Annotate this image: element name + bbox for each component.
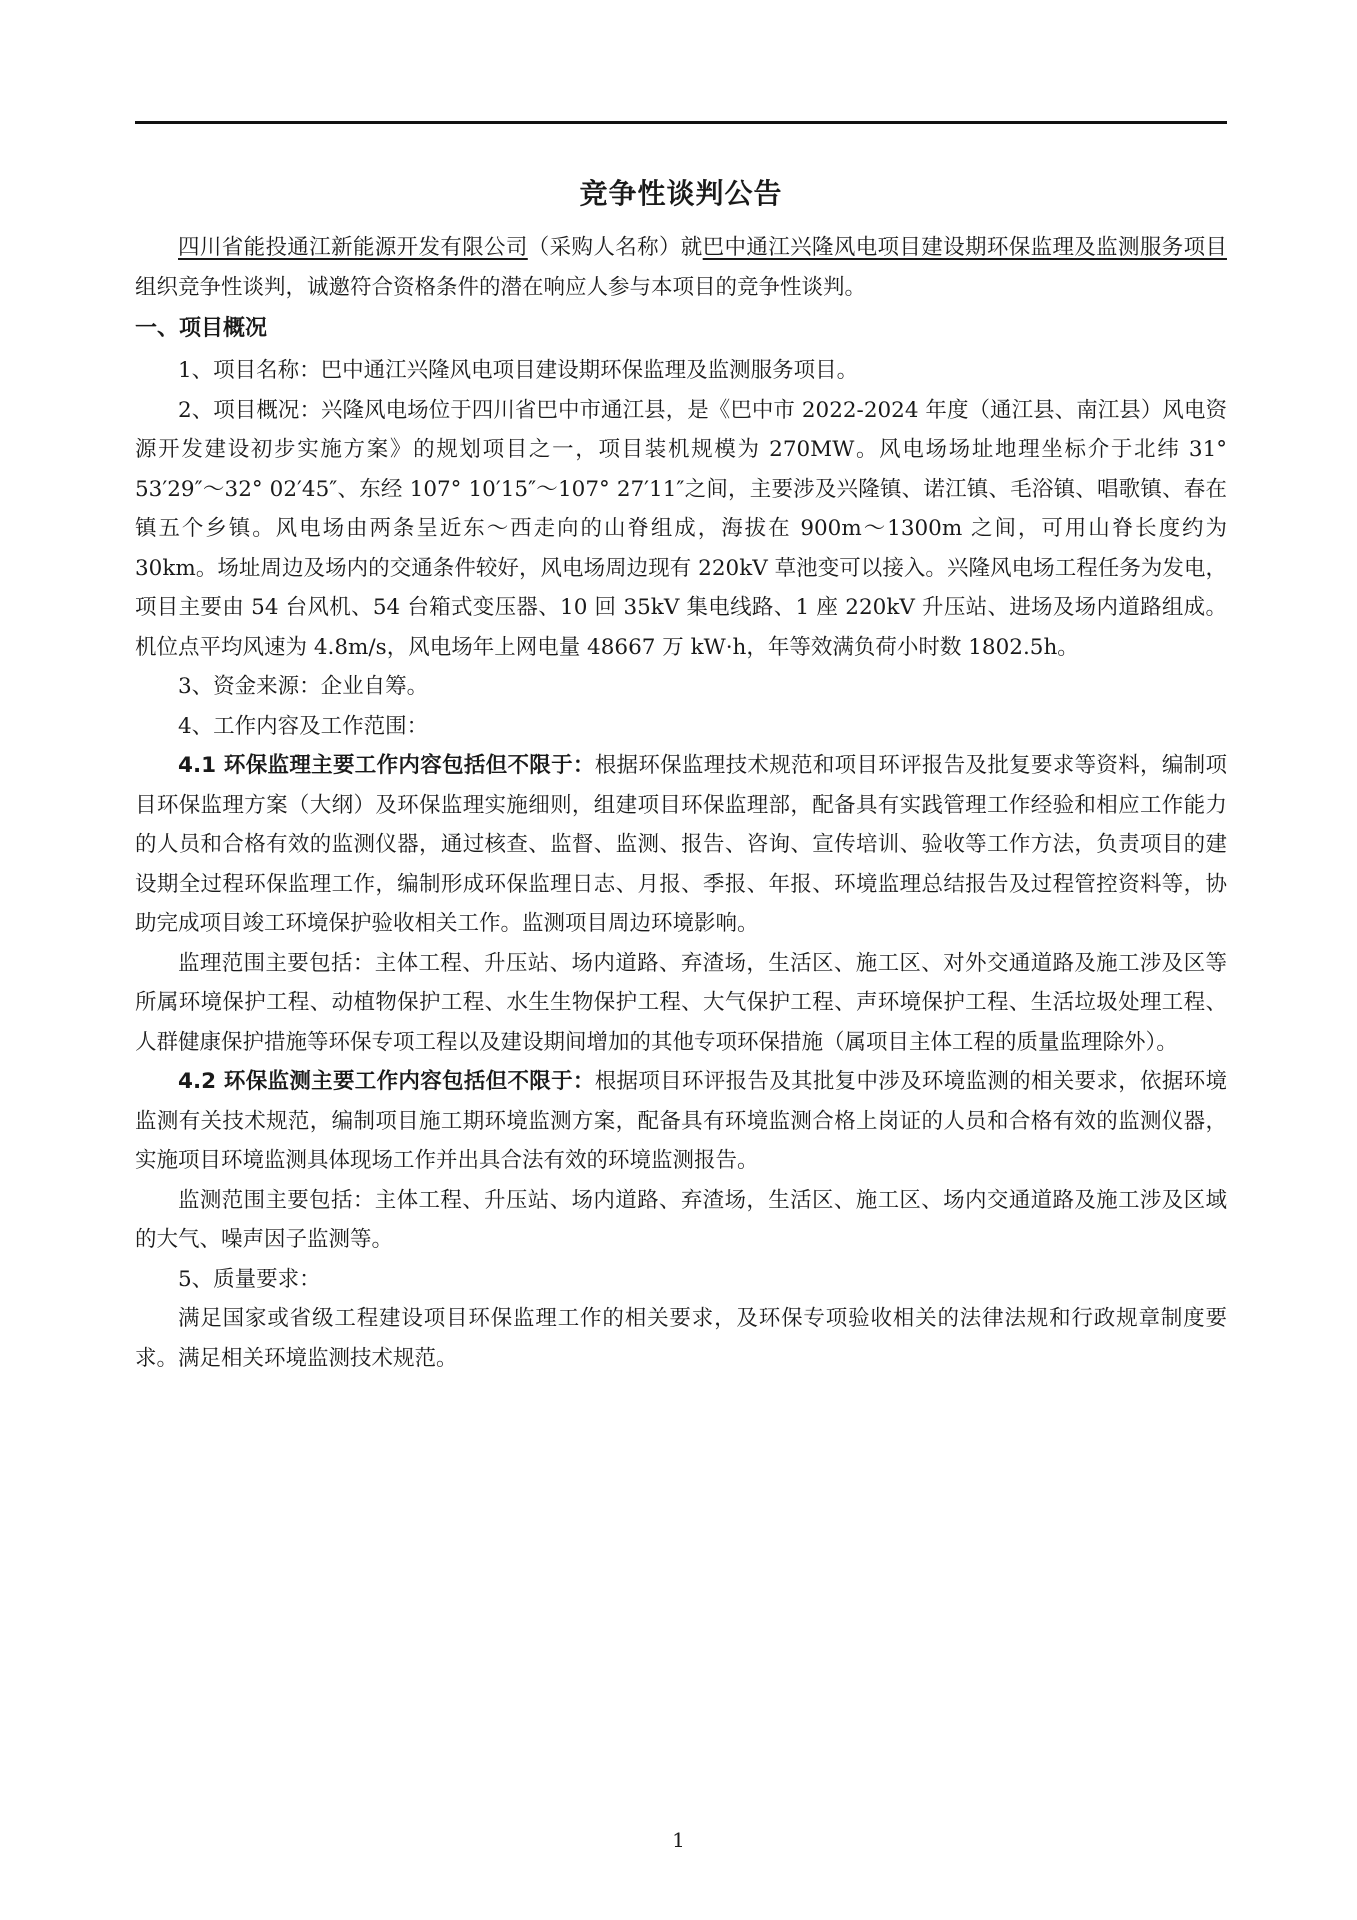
item-project-overview: 2、项目概况：兴隆风电场位于四川省巴中市通江县，是《巴中市 2022-2024 年度（通江县、南江县）风电资源开发建设初步实施方案》的规划项目之一，项目装机规模为 270MW。风电场场址地理坐标介于北纬 31° 53′29″～32° 02′45″、东经 107° 10′15″～107° 27′11″之间，主要涉及兴隆镇、诺江镇、毛浴镇、唱歌镇、春在镇五个乡镇。风电场由两条呈近东～西走向的山脊组成，海拔在 900m～1300m 之间，可用山脊长度约为 30km。场址周边及场内的交通条件较好，风电场周边现有 220kV 草池变可以接入。兴隆风电场工程任务为发电，项目主要由 54 台风机、54 台箱式变压器、10 回 35kV 集电线路、1 座 220kV 升压站、进场及场内道路组成。机位点平均风速为 4.8m/s，风电场年上网电量 48667 万 kW·h，年等效满负荷小时数 1802.5h。 (135, 397, 1227, 660)
header-rule (135, 121, 1227, 124)
item-4-1 (135, 746, 1227, 944)
item-4-2-text: 根据项目环评报告及其批复中涉及环境监测的相关要求，依据环境监测有关技术规范，编制项目施工期环境监测方案，配备具有环境监测合格上岗证的人员和合格有效的监测仪器，实施项目环境监测具体现场工作并出具合法有效的环境监测报告。 (135, 1069, 1227, 1173)
section-heading: 一、项目概况 (135, 316, 268, 341)
page-title: 竞争性谈判公告 (579, 177, 783, 210)
project-name: 巴中通江兴隆风电项目建设期环保监理及监测服务项目 (702, 235, 1227, 260)
purchaser-note: （采购人名称）就 (527, 235, 703, 260)
item-project-name: 1、项目名称：巴中通江兴隆风电项目建设期环保监理及监测服务项目。 (178, 358, 859, 383)
monitoring-scope: 监测范围主要包括：主体工程、升压站、场内道路、弃渣场，生活区、施工区、场内交通道路及施工涉及区域的大气、噪声因子监测等。 (135, 1187, 1227, 1252)
item-4-1-text: 根据环保监理技术规范和项目环评报告及批复要求等资料，编制项目环保监理方案（大纲）及环保监理实施细则，组建项目环保监理部，配备具有实践管理工作经验和相应工作能力的人员和合格有效的监测仪器，通过核查、监督、监测、报告、咨询、宣传培训、验收等工作方法，负责项目的建设期全过程环保监理工作，编制形成环保监理日志、月报、季报、年报、环境监理总结报告及过程管控资料等，协助完成项目竣工环境保护验收相关工作。监测项目周边环境影响。 (135, 753, 1227, 936)
purchaser-name: 四川省能投通江新能源开发有限公司 (178, 235, 528, 260)
intro-paragraph (135, 228, 1227, 307)
page-number: 1 (672, 1828, 685, 1852)
supervision-scope: 监理范围主要包括：主体工程、升压站、场内道路、弃渣场，生活区、施工区、对外交通道路及施工涉及区等所属环境保护工程、动植物保护工程、水生生物保护工程、大气保护工程、声环境保护工程、生活垃圾处理工程、人群健康保护措施等环保专项工程以及建设期间增加的其他专项环保措施（属项目主体工程的质量监理除外）。 (135, 950, 1227, 1055)
item-4-2-heading: 4.2 环保监测主要工作内容包括但不限于： (178, 1069, 595, 1094)
quality-text: 满足国家或省级工程建设项目环保监理工作的相关要求，及环保专项验收相关的法律法规和行政规章制度要求。满足相关环境监测技术规范。 (135, 1306, 1227, 1371)
item-4-2 (135, 1062, 1227, 1181)
item-funding: 3、资金来源：企业自筹。 (178, 674, 429, 699)
document-body (135, 228, 1227, 1378)
item-4-1-heading: 4.1 环保监理主要工作内容包括但不限于： (178, 753, 595, 778)
item-quality: 5、质量要求： (178, 1266, 321, 1292)
item-work-scope: 4、工作内容及工作范围： (178, 713, 429, 739)
intro-rest: 组织竞争性谈判，诚邀符合资格条件的潜在响应人参与本项目的竞争性谈判。 (135, 274, 867, 300)
